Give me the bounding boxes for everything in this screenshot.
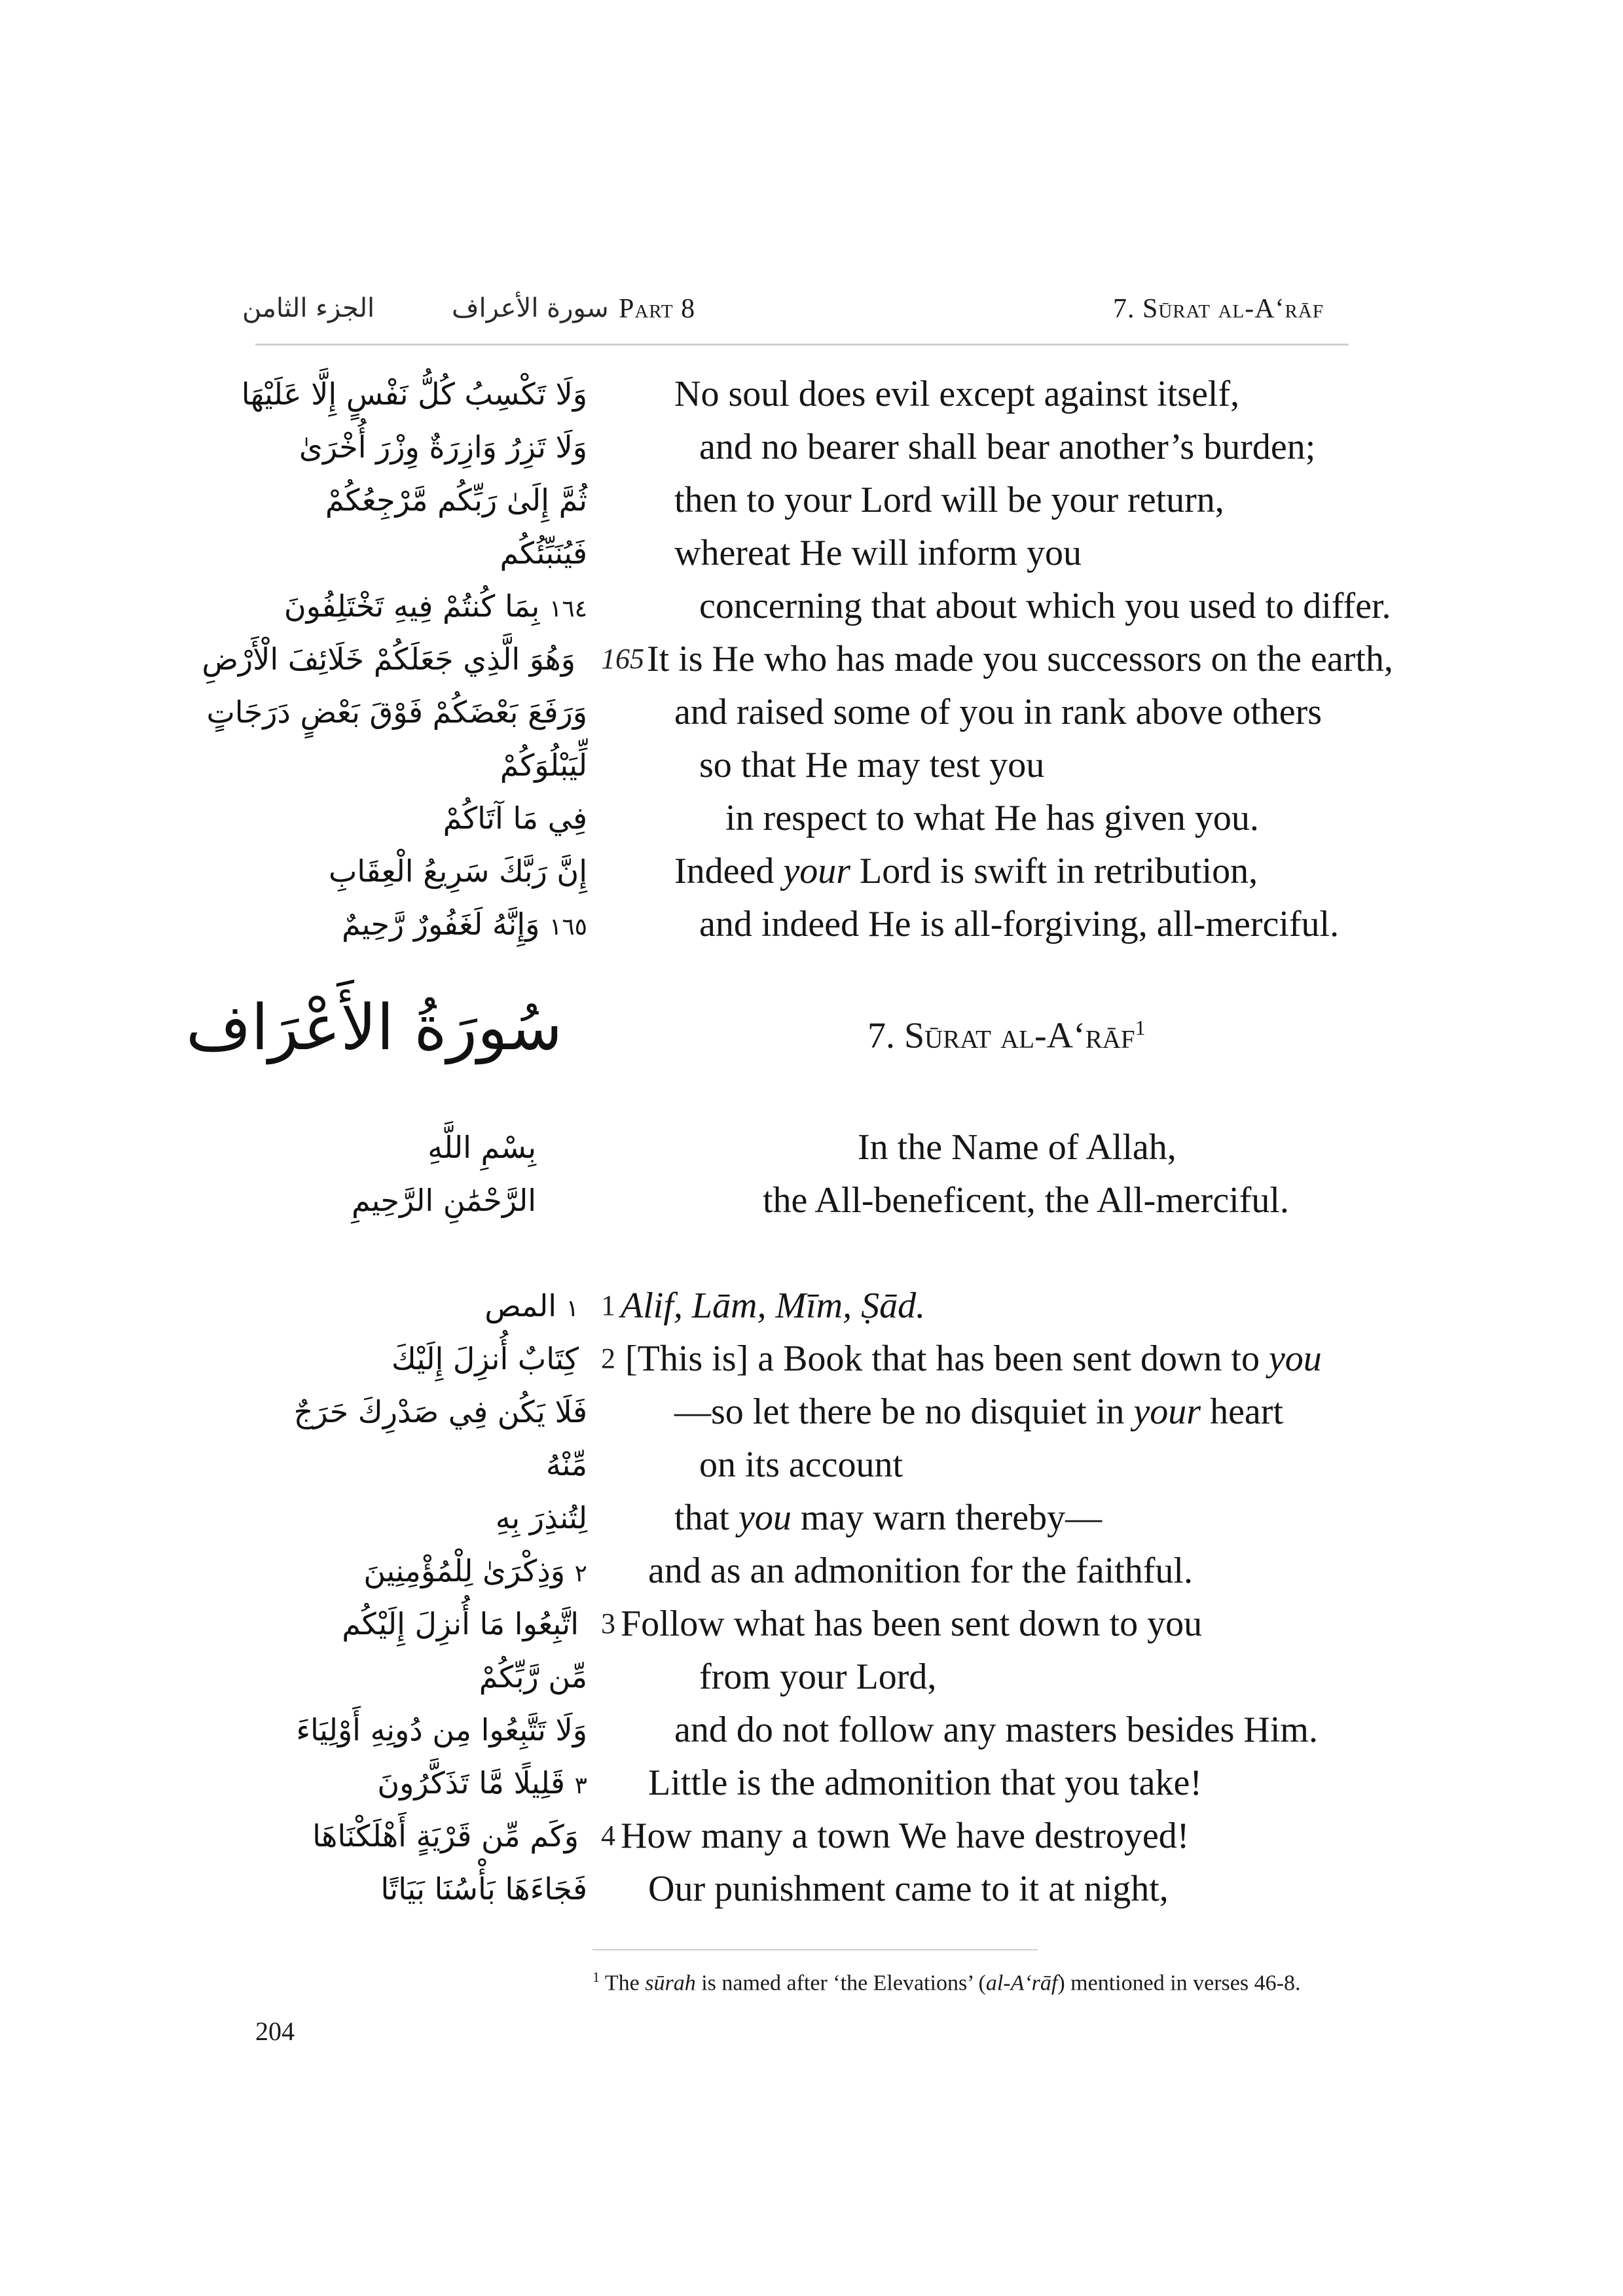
translation-line: that you may warn thereby— [674, 1498, 1103, 1538]
arabic-text: بِمَا كُنتُمْ فِيهِ تَخْتَلِفُونَ [283, 588, 540, 624]
arabic-line: فَلَا يَكُن فِي صَدْرِكَ حَرَجٌ [293, 1394, 587, 1429]
verse-number: 3 [601, 1607, 615, 1640]
basmala-arabic: بِسْمِ اللَّهِ [428, 1130, 536, 1165]
ayah-end-marker: ١ [566, 1295, 579, 1322]
translation-line: and indeed He is all-forgiving, all-merciful. [699, 904, 1340, 944]
arabic-line: ثُمَّ إِلَىٰ رَبِّكُم مَّرْجِعُكُمْ [325, 482, 587, 518]
arabic-line: وَلَا تَكْسِبُ كُلُّ نَفْسٍ إِلَّا عَلَيْهَا [241, 376, 587, 412]
arabic-line: فِي مَا آتَاكُمْ [443, 800, 587, 836]
translation-line: No soul does evil except against itself, [674, 374, 1240, 414]
translation-line: and no bearer shall bear another’s burden; [699, 427, 1316, 467]
verse-number: 4 [601, 1820, 615, 1852]
arabic-line: وَلَا تَتَّبِعُوا مِن دُونِهِ أَوْلِيَاءَ [296, 1712, 587, 1748]
surah-title: 7. Sūrat al-A‘rāf$^1$ [867, 1015, 1146, 1056]
arabic-line: فَجَاءَهَا بَأْسُنَا بَيَاتًا [380, 1871, 587, 1907]
header-rule [255, 344, 1349, 346]
arabic-line: وَلَا تَزِرُ وَازِرَةٌ وِزْرَ أُخْرَىٰ [299, 429, 587, 465]
arabic-line [284, 580, 587, 636]
arabic-line: مِّنْهُ [545, 1447, 587, 1482]
arabic-line [377, 1757, 587, 1812]
translation-line: Little is the admonition that you take! [648, 1763, 1203, 1803]
header-surah: 7. Sūrat al-A‘rāf [1113, 294, 1324, 324]
translation-line: It is He who has made you successors on the earth, [647, 639, 1393, 679]
header-arabic-surah: سورة الأعراف [452, 293, 609, 323]
arabic-line: اتَّبِعُوا مَا أُنزِلَ إِلَيْكُم [342, 1606, 579, 1641]
arabic-line: مِّن رَّبِّكُمْ [479, 1659, 587, 1695]
translation-line: whereat He will inform you [674, 533, 1082, 573]
verse-number: 1 [601, 1289, 615, 1321]
ayah-end-marker: ١٦٤ [549, 596, 587, 622]
verse-number: 2 [601, 1342, 615, 1374]
arabic-line: وَكَم مِّن قَرْيَةٍ أَهْلَكْنَاهَا [312, 1818, 579, 1854]
footnote-rule [593, 1949, 1038, 1950]
translation-line: How many a town We have destroyed! [621, 1816, 1190, 1856]
arabic-line [363, 1545, 587, 1600]
translation-line: and do not follow any masters besides Him. [674, 1710, 1318, 1750]
translation-line: —so let there be no disquiet in your heart [674, 1391, 1283, 1432]
translation-line: Alif, Lām, Mīm, Ṣād. [621, 1285, 926, 1326]
arabic-line: لِّيَبْلُوَكُمْ [500, 747, 587, 783]
arabic-line: فَيُنَبِّئُكُم [500, 535, 587, 571]
translation-line: [This is] a Book that has been sent down to you [625, 1338, 1322, 1379]
footnote-ref: 1 [1135, 1016, 1146, 1039]
verse-number: 165 [601, 643, 644, 675]
arabic-line: وَهُوَ الَّذِي جَعَلَكُمْ خَلَائِفَ الْأَرْضِ [202, 641, 575, 677]
translation-line: then to your Lord will be your return, [674, 480, 1224, 520]
basmala-arabic: الرَّحْمَٰنِ الرَّحِيمِ [352, 1183, 536, 1218]
translation-line: concerning that about which you used to differ. [699, 586, 1391, 626]
arabic-line: لِتُنذِرَ بِهِ [495, 1500, 587, 1535]
translation-line: so that He may test you [699, 745, 1045, 785]
arabic-line: إِنَّ رَبَّكَ سَرِيعُ الْعِقَابِ [329, 853, 587, 889]
page-number: 204 [255, 2017, 295, 2046]
footnote: $^1$ The sūrah is named after ‘the Elevations’ (al-A‘rāf) mentioned in verses 46-8. [593, 1969, 1301, 1996]
translation-line: on its account [699, 1444, 903, 1485]
basmala-line: In the Name of Allah, [858, 1127, 1176, 1168]
surah-title-arabic: سُورَةُ الأَعْرَاف [185, 991, 562, 1064]
translation-line: Indeed your Lord is swift in retribution, [674, 851, 1258, 891]
arabic-text: وَذِكْرَىٰ لِلْمُؤْمِنِينَ [363, 1553, 566, 1588]
translation-line: and as an admonition for the faithful. [648, 1551, 1193, 1591]
header-arabic-part: الجزء الثامن [242, 293, 375, 323]
ayah-end-marker: ٣ [574, 1772, 587, 1799]
arabic-line [342, 898, 587, 954]
translation-line: Follow what has been sent down to you [621, 1604, 1203, 1644]
translation-line: and raised some of you in rank above others [674, 692, 1322, 732]
arabic-text: المص [484, 1288, 557, 1323]
arabic-line: كِتَابٌ أُنزِلَ إِلَيْكَ [391, 1341, 579, 1376]
ayah-end-marker: ١٦٥ [549, 914, 587, 941]
arabic-line: وَرَفَعَ بَعْضَكُمْ فَوْقَ بَعْضٍ دَرَجَاتٍ [206, 694, 587, 730]
ayah-end-marker: ٢ [574, 1560, 587, 1587]
translation-line: Our punishment came to it at night, [648, 1869, 1169, 1909]
arabic-line [484, 1280, 579, 1335]
arabic-text: وَإِنَّهُ لَغَفُورٌ رَّحِيمٌ [342, 906, 540, 942]
translation-line: in respect to what He has given you. [725, 798, 1259, 838]
translation-line: from your Lord, [699, 1657, 937, 1697]
header-part: Part 8 [619, 294, 696, 324]
arabic-text: قَلِيلًا مَّا تَذَكَّرُونَ [377, 1765, 566, 1801]
basmala-line: the All-beneficent, the All-merciful. [763, 1180, 1289, 1221]
